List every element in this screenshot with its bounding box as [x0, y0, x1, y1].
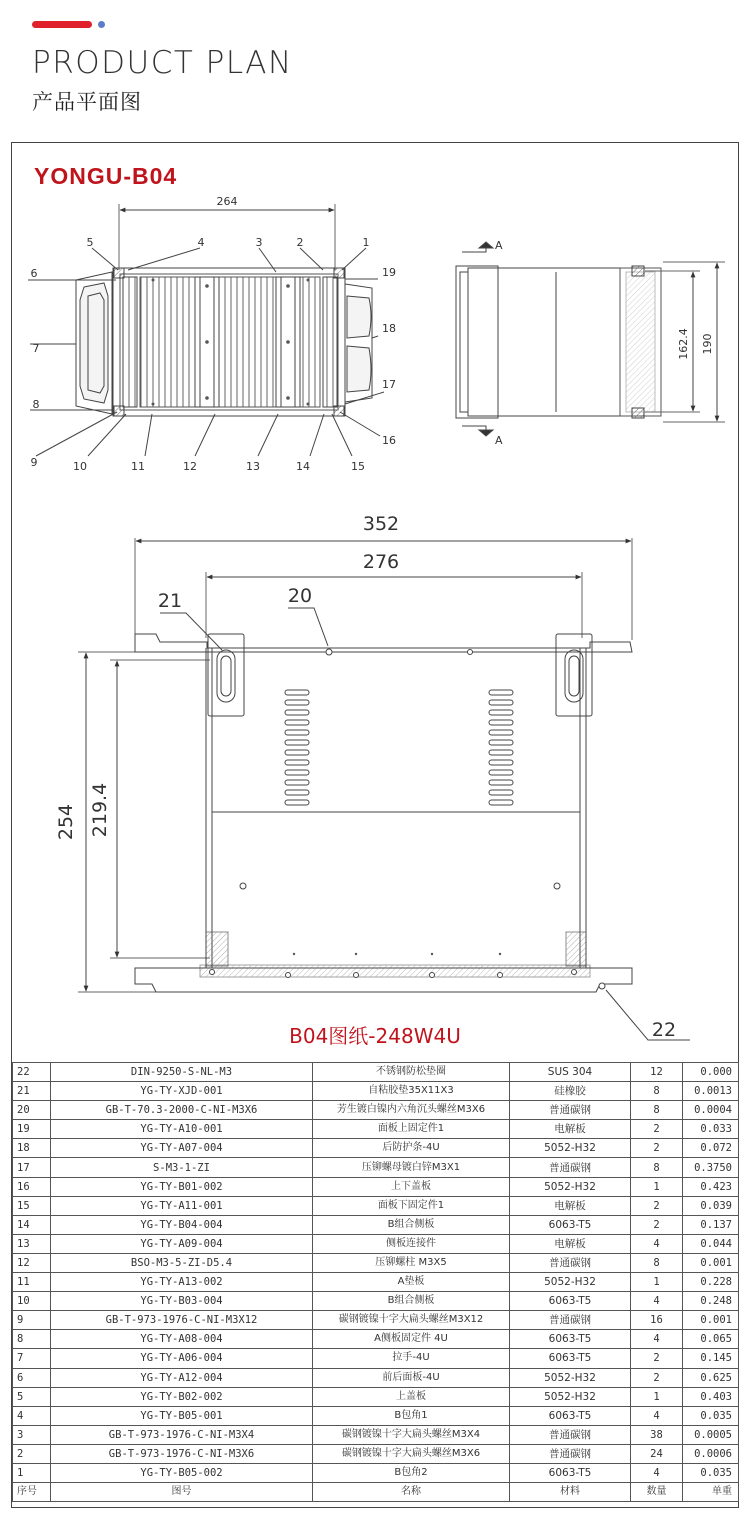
bom-weight: 0.065: [683, 1330, 739, 1349]
bom-no: 18: [13, 1139, 51, 1158]
table-row: [13, 1082, 739, 1101]
bom-drawing: YG-TY-XJD-001: [51, 1082, 313, 1101]
callout-1: 1: [362, 236, 370, 249]
callout-5: 5: [86, 236, 94, 249]
bom-weight: 0.248: [683, 1292, 739, 1311]
bom-no: 14: [13, 1215, 51, 1234]
bom-weight: 0.0004: [683, 1101, 739, 1120]
bom-name: 碳钢镀镍十字大扁头螺丝M3X6: [313, 1444, 510, 1463]
table-row: [13, 1234, 739, 1253]
bom-name: B组合侧板: [313, 1292, 510, 1311]
bom-weight: 单重: [683, 1483, 739, 1502]
bom-no: 10: [13, 1292, 51, 1311]
bom-no: 1: [13, 1463, 51, 1482]
callout-4: 4: [197, 236, 205, 249]
bom-drawing: YG-TY-B05-002: [51, 1463, 313, 1482]
bom-table: [12, 1062, 739, 1502]
bom-no: 21: [13, 1082, 51, 1101]
bom-material: 普通碳钢: [510, 1158, 631, 1177]
bom-no: 2: [13, 1444, 51, 1463]
bom-weight: 0.625: [683, 1368, 739, 1387]
table-row: [13, 1158, 739, 1177]
bom-material: 硅橡胶: [510, 1082, 631, 1101]
callout-12: 12: [183, 460, 197, 473]
bom-qty: 16: [631, 1311, 683, 1330]
bom-drawing: YG-TY-A09-004: [51, 1234, 313, 1253]
callout-9: 9: [30, 456, 38, 469]
bom-qty: 8: [631, 1082, 683, 1101]
bom-material: 6063-T5: [510, 1330, 631, 1349]
bom-weight: 0.403: [683, 1387, 739, 1406]
callout-8: 8: [32, 398, 40, 411]
bom-weight: 0.001: [683, 1253, 739, 1272]
bom-material: 电解板: [510, 1120, 631, 1139]
bom-name: 名称: [313, 1483, 510, 1502]
dim-352: 352: [362, 513, 400, 535]
top-view: [28, 204, 384, 456]
bom-material: 5052-H32: [510, 1139, 631, 1158]
table-row: [13, 1406, 739, 1425]
table-row: [13, 1273, 739, 1292]
bom-weight: 0.035: [683, 1463, 739, 1482]
bom-drawing: YG-TY-A11-001: [51, 1196, 313, 1215]
bom-no: 6: [13, 1368, 51, 1387]
bom-qty: 8: [631, 1101, 683, 1120]
bom-no: 8: [13, 1330, 51, 1349]
bom-material: 6063-T5: [510, 1292, 631, 1311]
bom-weight: 0.072: [683, 1139, 739, 1158]
bom-weight: 0.001: [683, 1311, 739, 1330]
table-row: [13, 1177, 739, 1196]
bom-name: B包角1: [313, 1406, 510, 1425]
table-row: [13, 1387, 739, 1406]
bom-material: 6063-T5: [510, 1406, 631, 1425]
bom-drawing: DIN-9250-S-NL-M3: [51, 1063, 313, 1082]
table-row: [13, 1063, 739, 1082]
bom-qty: 24: [631, 1444, 683, 1463]
bom-name: B包角2: [313, 1463, 510, 1482]
table-row: [13, 1311, 739, 1330]
page-subtitle: 产品平面图: [32, 90, 142, 114]
bom-weight: 0.0013: [683, 1082, 739, 1101]
bom-no: 3: [13, 1425, 51, 1444]
bom-name: 前后面板-4U: [313, 1368, 510, 1387]
dim-190: 190: [701, 333, 714, 355]
bom-qty: 4: [631, 1330, 683, 1349]
bom-weight: 0.044: [683, 1234, 739, 1253]
bom-qty: 4: [631, 1292, 683, 1311]
bom-material: 普通碳钢: [510, 1444, 631, 1463]
bom-drawing: GB-T-70.3-2000-C-NI-M3X6: [51, 1101, 313, 1120]
bom-material: 6063-T5: [510, 1349, 631, 1368]
bom-no: 12: [13, 1253, 51, 1272]
dim-162-4: 162.4: [677, 328, 690, 360]
callout-22: 22: [651, 1019, 677, 1041]
bom-name: 压铆螺母镀白锌M3X1: [313, 1158, 510, 1177]
table-row: [13, 1215, 739, 1234]
callout-15: 15: [351, 460, 365, 473]
bom-drawing: YG-TY-A10-001: [51, 1120, 313, 1139]
bom-body: [13, 1063, 739, 1502]
bom-qty: 4: [631, 1406, 683, 1425]
bom-drawing: S-M3-1-ZI: [51, 1158, 313, 1177]
bom-qty: 2: [631, 1196, 683, 1215]
dim-254: 254: [55, 803, 77, 841]
bom-weight: 0.137: [683, 1215, 739, 1234]
bom-qty: 2: [631, 1120, 683, 1139]
callout-16: 16: [382, 434, 396, 447]
callout-3: 3: [255, 236, 263, 249]
bom-material: 6063-T5: [510, 1463, 631, 1482]
callout-17: 17: [382, 378, 396, 391]
bom-name: 碳钢镀镍十字大扁头螺丝M3X4: [313, 1425, 510, 1444]
bom-qty: 数量: [631, 1483, 683, 1502]
callout-21: 21: [157, 590, 183, 612]
bom-no: 15: [13, 1196, 51, 1215]
bom-weight: 0.035: [683, 1406, 739, 1425]
bom-no: 16: [13, 1177, 51, 1196]
bom-no: 5: [13, 1387, 51, 1406]
front-view: [78, 538, 690, 1040]
bom-qty: 4: [631, 1234, 683, 1253]
bom-drawing: 图号: [51, 1483, 313, 1502]
bom-drawing: GB-T-973-1976-C-NI-M3X4: [51, 1425, 313, 1444]
bom-qty: 1: [631, 1273, 683, 1292]
bom-no: 13: [13, 1234, 51, 1253]
bom-qty: 12: [631, 1063, 683, 1082]
bom-drawing: YG-TY-B05-001: [51, 1406, 313, 1425]
section-label-bottom: A: [495, 434, 503, 447]
drawing-caption: B04图纸-248W4U: [289, 1024, 461, 1048]
bom-drawing: YG-TY-B03-004: [51, 1292, 313, 1311]
bom-name: 芳生镀白镍内六角沉头螺丝M3X6: [313, 1101, 510, 1120]
bom-name: 压铆螺柱 M3X5: [313, 1253, 510, 1272]
bom-qty: 1: [631, 1387, 683, 1406]
vent-slots-left: [285, 690, 309, 805]
table-row: [13, 1139, 739, 1158]
page-title: PRODUCT PLAN: [32, 45, 293, 81]
bom-qty: 2: [631, 1215, 683, 1234]
callout-13: 13: [246, 460, 260, 473]
bom-qty: 1: [631, 1177, 683, 1196]
bom-no: 20: [13, 1101, 51, 1120]
bom-no: 7: [13, 1349, 51, 1368]
table-row: [13, 1330, 739, 1349]
bom-material: 材料: [510, 1483, 631, 1502]
bom-no: 序号: [13, 1483, 51, 1502]
bom-drawing: GB-T-973-1976-C-NI-M3X6: [51, 1444, 313, 1463]
table-row: [13, 1120, 739, 1139]
bom-name: 上下盖板: [313, 1177, 510, 1196]
bom-weight: 0.3750: [683, 1158, 739, 1177]
bom-name: 面板上固定件1: [313, 1120, 510, 1139]
table-row: [13, 1425, 739, 1444]
bom-name: 后防护条-4U: [313, 1139, 510, 1158]
bom-weight: 0.039: [683, 1196, 739, 1215]
bom-material: 5052-H32: [510, 1368, 631, 1387]
bom-name: 不锈钢防松垫圈: [313, 1063, 510, 1082]
dim-276: 276: [362, 551, 400, 573]
bom-weight: 0.033: [683, 1120, 739, 1139]
callout-11: 11: [131, 460, 145, 473]
bom-qty: 8: [631, 1158, 683, 1177]
bom-drawing: YG-TY-B01-002: [51, 1177, 313, 1196]
bom-material: 电解板: [510, 1196, 631, 1215]
callout-10: 10: [73, 460, 87, 473]
table-row: [13, 1196, 739, 1215]
table-row: [13, 1292, 739, 1311]
bom-weight: 0.228: [683, 1273, 739, 1292]
bom-material: SUS 304: [510, 1063, 631, 1082]
bom-material: 电解板: [510, 1234, 631, 1253]
dim-264: 264: [216, 195, 238, 208]
bom-name: 侧板连接件: [313, 1234, 510, 1253]
bom-name: B组合侧板: [313, 1215, 510, 1234]
table-row: [13, 1368, 739, 1387]
table-row: [13, 1444, 739, 1463]
bom-qty: 8: [631, 1253, 683, 1272]
callout-7: 7: [32, 342, 40, 355]
bom-qty: 38: [631, 1425, 683, 1444]
bom-drawing: YG-TY-B02-002: [51, 1387, 313, 1406]
bom-weight: 0.0005: [683, 1425, 739, 1444]
callout-19: 19: [382, 266, 396, 279]
bom-drawing: YG-TY-A06-004: [51, 1349, 313, 1368]
bom-drawing: GB-T-973-1976-C-NI-M3X12: [51, 1311, 313, 1330]
bom-drawing: YG-TY-B04-004: [51, 1215, 313, 1234]
bom-weight: 0.423: [683, 1177, 739, 1196]
section-label-top: A: [495, 239, 503, 252]
bom-name: A垫板: [313, 1273, 510, 1292]
bom-name: 上盖板: [313, 1387, 510, 1406]
bom-drawing: YG-TY-A12-004: [51, 1368, 313, 1387]
table-row: [13, 1463, 739, 1482]
bom-no: 11: [13, 1273, 51, 1292]
bom-material: 普通碳钢: [510, 1101, 631, 1120]
bom-weight: 0.0006: [683, 1444, 739, 1463]
bom-drawing: YG-TY-A07-004: [51, 1139, 313, 1158]
bom-name: 拉手-4U: [313, 1349, 510, 1368]
bom-qty: 2: [631, 1139, 683, 1158]
table-row: [13, 1253, 739, 1272]
bom-no: 17: [13, 1158, 51, 1177]
table-header-row: [13, 1483, 739, 1502]
callout-20: 20: [287, 585, 313, 607]
callout-6: 6: [30, 267, 38, 280]
bom-drawing: YG-TY-A13-002: [51, 1273, 313, 1292]
model-name: YONGU-B04: [34, 163, 178, 189]
bom-no: 9: [13, 1311, 51, 1330]
bom-material: 5052-H32: [510, 1273, 631, 1292]
callout-14: 14: [296, 460, 310, 473]
callout-18: 18: [382, 322, 396, 335]
bom-material: 5052-H32: [510, 1387, 631, 1406]
bom-qty: 4: [631, 1463, 683, 1482]
bom-name: 自粘胶垫35X11X3: [313, 1082, 510, 1101]
dim-219-4: 219.4: [89, 782, 111, 838]
bom-name: 碳钢镀镍十字大扁头螺丝M3X12: [313, 1311, 510, 1330]
bom-qty: 2: [631, 1349, 683, 1368]
bom-no: 22: [13, 1063, 51, 1082]
table-row: [13, 1101, 739, 1120]
bom-material: 普通碳钢: [510, 1253, 631, 1272]
bom-no: 4: [13, 1406, 51, 1425]
bom-material: 普通碳钢: [510, 1311, 631, 1330]
bom-no: 19: [13, 1120, 51, 1139]
bom-weight: 0.000: [683, 1063, 739, 1082]
vent-slots-right: [489, 690, 513, 805]
bom-drawing: BSO-M3-5-ZI-D5.4: [51, 1253, 313, 1272]
bom-material: 5052-H32: [510, 1177, 631, 1196]
bom-qty: 2: [631, 1368, 683, 1387]
bom-material: 6063-T5: [510, 1215, 631, 1234]
bom-material: 普通碳钢: [510, 1425, 631, 1444]
bom-name: 面板下固定件1: [313, 1196, 510, 1215]
bom-drawing: YG-TY-A08-004: [51, 1330, 313, 1349]
callout-2: 2: [296, 236, 304, 249]
table-row: [13, 1349, 739, 1368]
bom-name: A侧板固定件 4U: [313, 1330, 510, 1349]
bom-weight: 0.145: [683, 1349, 739, 1368]
